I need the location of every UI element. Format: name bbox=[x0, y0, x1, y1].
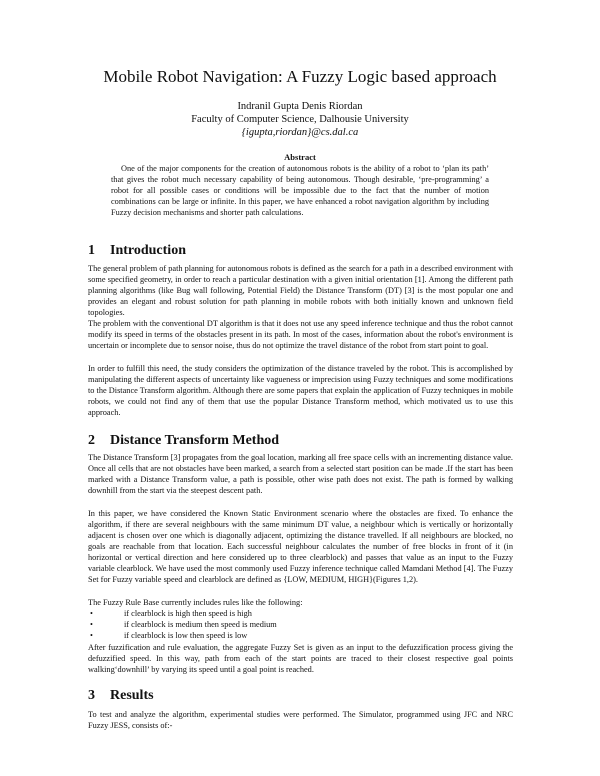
rule-list bbox=[88, 608, 513, 641]
bullet-glyph: • bbox=[90, 620, 93, 629]
section-title: Introduction bbox=[110, 243, 186, 258]
results-paragraph: To test and analyze the algorithm, experimental studies were performed. The Simulator, programmed using JFC and NRC Fuzzy JESS, consists of:- bbox=[88, 710, 513, 730]
abstract-text: One of the major components for the creation of autonomous robots is the ability of a robot to ‘plan its path’ that gives the robot much necessary capability of being autonomous. Though desirable, ‘pre-programming’ a robot for all possible cases or conditions will be impossible due to the fact that the number of motion combinations can be large or infinite. In this paper, we have enhanced a robot navigation algorithm by including Fuzzy decision mechanisms and shorter path calculations. bbox=[111, 164, 489, 217]
section-number: 2 bbox=[88, 433, 95, 448]
list-item bbox=[88, 619, 513, 630]
abstract-heading: Abstract bbox=[284, 152, 316, 162]
section-title: Distance Transform Method bbox=[110, 433, 280, 448]
paper-title: Mobile Robot Navigation: A Fuzzy Logic based approach bbox=[103, 67, 497, 86]
author-email: {igupta,riordan}@cs.dal.ca bbox=[241, 127, 359, 138]
author-affiliation: Faculty of Computer Science, Dalhousie University bbox=[191, 114, 409, 125]
list-item bbox=[88, 608, 513, 619]
section-3-heading bbox=[88, 688, 154, 704]
section-1-heading bbox=[88, 243, 186, 259]
rule-text: if clearblock is medium then speed is medium bbox=[124, 620, 277, 629]
section-number: 1 bbox=[88, 243, 95, 258]
rule-text: if clearblock is low then speed is low bbox=[124, 631, 248, 640]
rule-text: if clearblock is high then speed is high bbox=[124, 609, 252, 618]
rule-base-intro: The Fuzzy Rule Base currently includes rules like the following: bbox=[88, 598, 303, 607]
section-2-heading bbox=[88, 433, 279, 449]
intro-paragraph: The problem with the conventional DT algorithm is that it does not use any speed inference technique and thus the robot cannot modify its speed in terms of the obstacles present in its path. In most of the cases, information about the robot's environment is uncertain or incomplete due to sensor noise, thus do not optimize the travel distance of the robot from start point to goal. bbox=[88, 319, 513, 350]
dt-paragraph: The Distance Transform [3] propagates from the goal location, marking all free space cells with an incrementing distance value. Once all cells that are not obstacles have been marked, a search from a selected start position can be made .If the start has been marked with a Distance Transform value, a path is possible, other wise path does not exist. The path is formed by walking downhill from the start via the steepest descent path. bbox=[88, 453, 513, 495]
list-item bbox=[88, 630, 513, 641]
intro-paragraph: The general problem of path planning for autonomous robots is defined as the search for a path in a described environment with some specified geometry, in order to reach a particular destination with a given initial orientation [1]. Among the different path planning algorithms (like Bug wall following, Potential Field) the Distance Transform (DT) [3] is the most popular one and provides an elegant and robust solution for path planning in mobile robots with both initially known and unknown field topologies. bbox=[88, 264, 513, 317]
intro-paragraph: In order to fulfill this need, the study considers the optimization of the distance traveled by the robot. This is accomplished by manipulating the different aspects of uncertainty like vagueness or imprecision using Fuzzy techniques and some modifications to the Distance Transform algorithm. Although there are some papers that explain the application of Fuzzy techniques in mobile robots, we could not find any of them that use the popular Distance Transform method, which motivated us to use this approach. bbox=[88, 364, 513, 417]
section-title: Results bbox=[110, 688, 154, 703]
section-number: 3 bbox=[88, 688, 95, 703]
dt-paragraph: In this paper, we have considered the Known Static Environment scenario where the obstacles are fixed. To enhance the algorithm, if there are several neighbours with the same minimum DT value, a neighbour which is vertically or horizontally adjacent is chosen over one which is diagonally adjacent, optimizing the distance travelled. If all neighbours are blocked, no goals are reachable from that location. Each successful neighbour calculates the number of free blocks in front of it (in horizontal or vertical direction and here considered up to three clearblock) and passes that value as an input to the Fuzzy variable clearblock. We have used the most commonly used Fuzzy inference technique called Mamdani Method [4]. The Fuzzy Set for Fuzzy variable speed and clearblock are defined as {LOW, MEDIUM, HIGH}(Figures 1,2). bbox=[88, 509, 513, 584]
author-names: Indranil Gupta Denis Riordan bbox=[237, 101, 363, 112]
dt-paragraph: After fuzzification and rule evaluation, the aggregate Fuzzy Set is given as an input to the defuzzification process giving the defuzzified speed. In this way, path from each of the start points are traced to their closest respective goal points walking‘downhill’ by varying its speed until a goal point is reached. bbox=[88, 643, 513, 674]
bullet-glyph: • bbox=[90, 609, 93, 618]
bullet-glyph: • bbox=[90, 631, 93, 640]
